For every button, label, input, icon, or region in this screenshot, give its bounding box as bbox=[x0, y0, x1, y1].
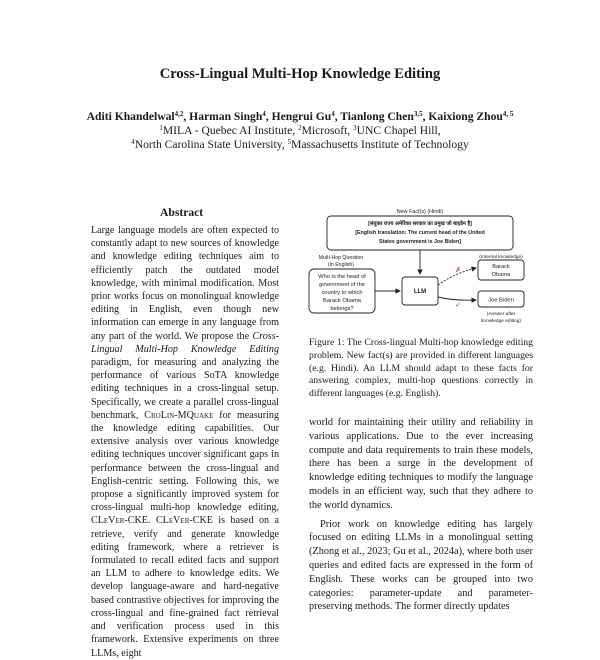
affiliation: North Carolina State University, bbox=[134, 138, 288, 151]
author-name: Aditi Khandelwal bbox=[86, 110, 175, 123]
author-affiliation-mark: 4 bbox=[262, 110, 266, 118]
benchmark-name: CroLin-MQuake bbox=[144, 409, 214, 421]
author-affiliation-mark: 4,2 bbox=[174, 110, 184, 118]
figure-diagram bbox=[305, 205, 535, 335]
affiliation-mark: 3 bbox=[353, 124, 357, 132]
author-list bbox=[0, 110, 600, 123]
abstract-text: for measuring the knowledge editing capabilities. Our extensive analysis over various knowledge editing techniques uncover significant gaps in performance between the cross-lingual and English-centric setting. Following this, we propose a significantly improved system for cross-lingual multi-hop knowledge editing, bbox=[91, 409, 279, 514]
intro-continued bbox=[309, 416, 533, 614]
new-facts-label: New Fact(s) (Hindi) bbox=[396, 209, 444, 215]
paper-title: Cross-Lingual Multi-Hop Knowledge Editing bbox=[159, 66, 441, 82]
affiliation-mark: 5 bbox=[287, 138, 292, 146]
author-name: Kaixiong Zhou bbox=[428, 110, 503, 123]
figure-1 bbox=[305, 205, 535, 335]
author-separator: , bbox=[334, 110, 341, 123]
new-answer-text: Joe Biden bbox=[488, 297, 514, 304]
affiliation-mark: 2 bbox=[298, 124, 302, 132]
old-answer-text: Obama bbox=[491, 272, 511, 278]
affiliation: Microsoft, bbox=[301, 124, 354, 137]
query-label: Multi-Hop Question bbox=[318, 255, 364, 261]
translation-text: [English translation: The current head of the United bbox=[355, 230, 485, 236]
abstract-heading: Abstract bbox=[160, 206, 204, 219]
old-answer-text: Barack bbox=[492, 264, 510, 270]
cross-icon: ✗ bbox=[455, 267, 461, 274]
abstract-text: . bbox=[147, 515, 156, 527]
paradigm-name: Cross-Lingual Multi-Hop Knowledge Editing bbox=[91, 330, 279, 355]
llm-label: LLM bbox=[413, 289, 427, 295]
method-name: CLeVer-CKE bbox=[155, 515, 213, 527]
affiliation-mark: 4 bbox=[131, 138, 135, 146]
affiliation-mark: 1 bbox=[159, 124, 163, 132]
question-text: belongs? bbox=[330, 306, 354, 312]
new-answer-label: (Answer after bbox=[486, 312, 516, 317]
author-affiliation-mark: 4, 5 bbox=[502, 110, 514, 118]
new-answer-arrow bbox=[438, 297, 476, 300]
affiliations-line-2 bbox=[0, 138, 600, 151]
translation-text: States government is Joe Biden] bbox=[378, 239, 462, 245]
affiliation: MILA - Quebec AI Institute, bbox=[162, 124, 299, 137]
author-affiliation-mark: 3,5 bbox=[413, 110, 423, 118]
question-text: Who is the head of bbox=[318, 274, 366, 280]
author-separator: , bbox=[183, 110, 190, 123]
old-answer-label: (Internal knowledge) bbox=[479, 255, 523, 260]
question-text: government of the bbox=[319, 282, 365, 288]
body-paragraph: Prior work on knowledge editing has largely focused on editing LLMs in a monolingual setting (Zhong et al., 2023; Gu et al., 2024a), where both user queries and edited facts are expressed in the form of English. These works can be grouped into two categories: parameter-update and parameter-preserving methods. The former directly updates bbox=[309, 518, 533, 613]
author-separator: , bbox=[422, 110, 429, 123]
question-text: country to which bbox=[321, 290, 363, 296]
question-text: Barack Obama bbox=[323, 298, 361, 304]
author-name: Tianlong Chen bbox=[340, 110, 414, 123]
hindi-fact-text: [संयुक्त राज्य अमेरिका सरकार का प्रमुख जो बाइडेन है] bbox=[368, 221, 472, 227]
body-paragraph: world for maintaining their utility and reliability in various applications. Due to the ever increasing compute and data requirements to train these models, there has been a surge in the development of knowledge editing techniques to modify the language models in an efficient way, such that they adhere to the world dynamics. bbox=[309, 417, 533, 511]
check-icon: ✓ bbox=[455, 302, 461, 309]
abstract-body bbox=[91, 224, 279, 660]
affiliations-line-1 bbox=[0, 124, 600, 137]
method-name: CLeVer-CKE bbox=[91, 515, 148, 527]
abstract-text: paradigm, for measuring and analyzing the performance of various SoTA knowledge editing techniques in a cross-lingual setup. Specifically, we create a parallel cross-lingual benchmark, bbox=[91, 357, 279, 421]
new-answer-label: knowledge editing) bbox=[480, 319, 522, 324]
abstract-text: Large language models are often expected to constantly adapt to new sources of knowledge and knowledge editing techniques aim to efficiently patch the outdated model knowledge, with minimal modification. Most prior works focus on monolingual knowledge editing in English, even though new information can emerge in any language from any part of the world. We propose the bbox=[91, 225, 279, 342]
author-affiliation-mark: 4 bbox=[331, 110, 335, 118]
affiliation: Massachusetts Institute of Technology bbox=[291, 138, 469, 151]
affiliation: UNC Chapel Hill, bbox=[356, 124, 441, 137]
author-name: Harman Singh bbox=[189, 110, 263, 123]
figure-caption: Figure 1: The Cross-lingual Multi-hop knowledge editing problem. New fact(s) are provided in different languages (e.g. Hindi). An LLM should adapt to these facts for answering complex, multi-hop questions correctly in different languages (e.g. English). bbox=[309, 337, 533, 400]
author-name: Hengrui Gu bbox=[271, 110, 332, 123]
abstract-text: is based on a retrieve, verify and generate knowledge editing framework, where a retriever is formulated to recall edited facts and support an LLM to adhere to knowledge edits. We develop language-aware and hard-negative based contrastive objectives for improving the cross-lingual and fine-grained fact retrieval and verification process used in this framework. Extensive experiments on three LLMs, eight bbox=[91, 515, 280, 659]
author-separator: , bbox=[265, 110, 272, 123]
query-label: (in English) bbox=[328, 262, 354, 268]
